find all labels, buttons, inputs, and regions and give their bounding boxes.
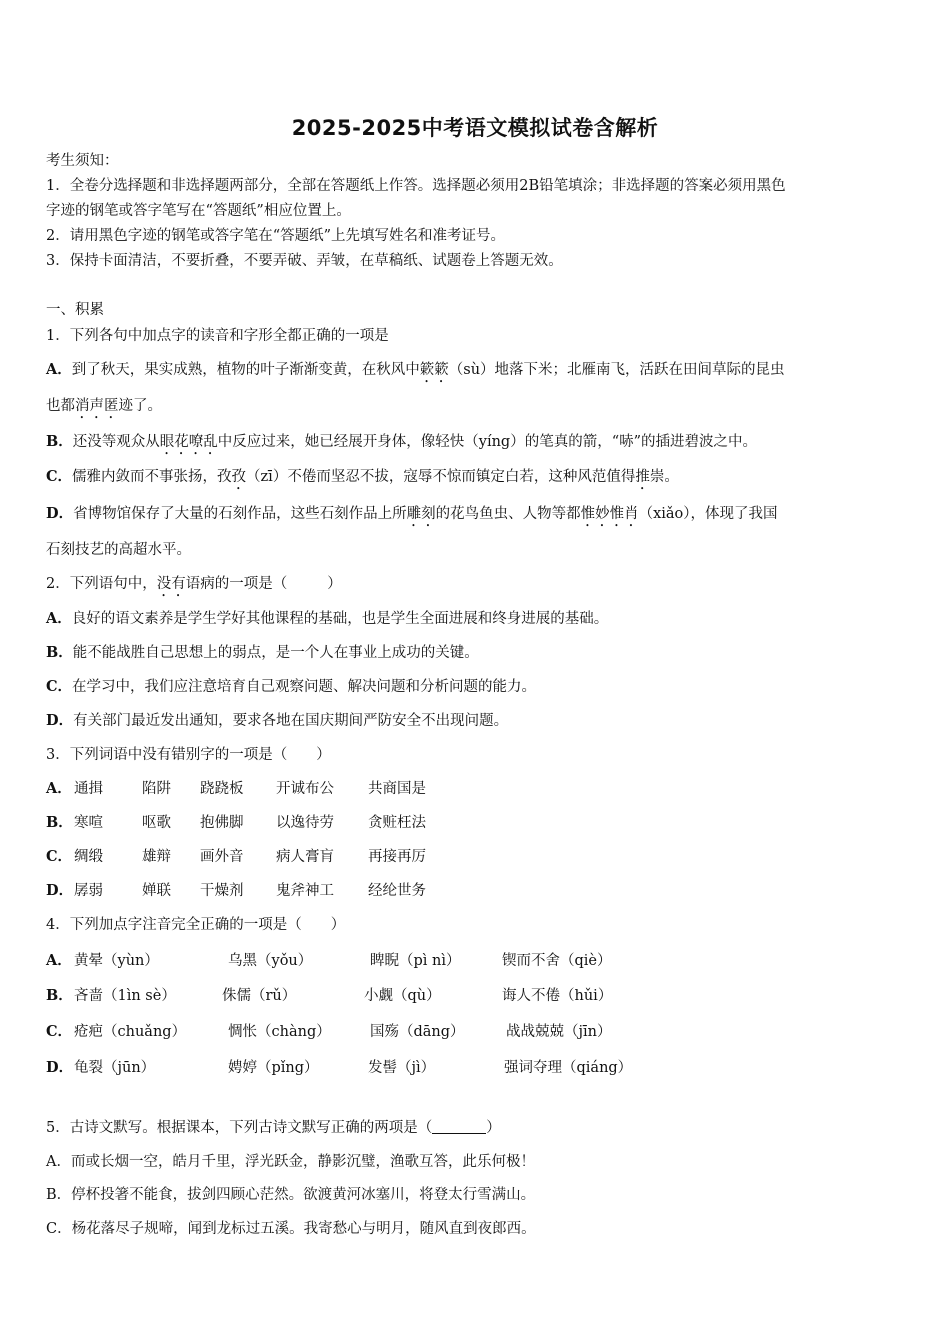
option-label: A．: [46, 780, 72, 797]
question-1-option-a-cont: [46, 396, 906, 422]
question-2-stem: [46, 574, 906, 600]
option-text: 良好的语文素养是学生学好其他课程的基础，也是学生全面进展和终身进展的基础。: [71, 611, 609, 627]
question-5-option: C．杨花落尽子规啼，闻到龙标过五溪。我寄愁心与明月，随风直到夜郎西。: [46, 1221, 536, 1237]
dotted-text: 孜: [231, 469, 247, 485]
dotted-text: 眼花嘹乱: [159, 434, 218, 450]
word: 以逸待劳: [276, 815, 334, 831]
page-title: 2025-2025中考语文模拟试卷含解析: [291, 116, 659, 140]
pinyin-item: 黄晕（yùn）: [74, 953, 159, 969]
option-text: 的花鸟鱼虫、人物等都: [435, 506, 581, 522]
word: 鬼斧神工: [276, 883, 334, 899]
word: 病人膏肓: [276, 849, 334, 865]
notice-item: 1．全卷分选择题和非选择题两部分，全部在答题纸上作答。选择题必须用2B铅笔填涂；非选择题的答案必须用黑色: [46, 178, 786, 194]
notice-item: 字迹的钢笔或答字笔写在“答题纸”相应位置上。: [46, 203, 351, 219]
option-text: 省博物馆保存了大量的石刻作品，这些石刻作品上所: [73, 506, 407, 522]
pinyin-item: 战战兢兢（jīn）: [506, 1024, 612, 1040]
word: 贪赃枉法: [368, 815, 426, 831]
option-label: D．: [46, 505, 74, 522]
option-label: A．: [46, 610, 72, 627]
option-label: D．: [46, 882, 74, 899]
option-label: D．: [46, 1059, 74, 1076]
dotted-text: 消声匿: [75, 398, 119, 414]
option-label: C．: [46, 678, 73, 695]
option-text: 有关部门最近发出通知，要求各地在国庆期间严防安全不出现问题。: [73, 713, 509, 729]
option-label: A．: [46, 952, 72, 969]
stem-text: ）: [327, 576, 342, 592]
option-label: B．: [46, 987, 73, 1004]
stem-text: 5．古诗文默写。根据课本，下列古诗文默写正确的两项是（: [46, 1120, 433, 1136]
dotted-text: 推: [635, 469, 650, 485]
option-text: （xiǎo），体现了我国: [638, 506, 778, 522]
word: 再接再厉: [368, 849, 426, 865]
question-1-option-a: [46, 360, 906, 386]
word: 开诚布公: [276, 781, 334, 797]
pinyin-item: 诲人不倦（hǔi）: [502, 988, 613, 1004]
question-1-option-d-cont: 石刻技艺的高超水平。: [46, 542, 191, 558]
question-5-option: A．而或长烟一空，皓月千里，浮光跃金，静影沉璧，渔歌互答，此乐何极！: [46, 1154, 535, 1170]
pinyin-item: 国殇（dāng）: [370, 1024, 465, 1040]
pinyin-item: 强词夺理（qiáng）: [504, 1060, 633, 1076]
stem-text: 语病的一项是（: [185, 576, 288, 592]
dotted-text: 惟妙惟肖: [580, 506, 639, 522]
dotted-text: 簌簌: [419, 362, 449, 378]
option-text: 中反应过来，她已经展开身体，像轻快（yíng）的笔真的箭，“哧”的插进碧波之中。: [217, 434, 758, 450]
word: 经纶世务: [368, 883, 426, 899]
option-text: 迹了。: [118, 398, 162, 414]
stem-text: ）: [486, 1120, 501, 1136]
word: 陷阱: [142, 781, 171, 797]
word: 干燥剂: [200, 883, 244, 899]
question-1-option-c: [46, 467, 906, 493]
option-text: 崇。: [649, 469, 679, 485]
pinyin-item: 侏儒（rǔ）: [222, 988, 297, 1004]
word: 婵联: [142, 883, 171, 899]
option-label: D．: [46, 712, 74, 729]
option-text: 也都: [46, 398, 75, 414]
word: 通揖: [74, 781, 103, 797]
option-text: 能不能战胜自己思想上的弱点，是一个人在事业上成功的关键。: [72, 645, 479, 661]
word: 雄辩: [142, 849, 171, 865]
option-text: 还没等观众从: [72, 434, 160, 450]
answer-blank: [432, 1119, 486, 1134]
option-label: C．: [46, 848, 73, 865]
question-4-stem: 4．下列加点字注音完全正确的一项是（ ）: [46, 917, 346, 933]
word: 抱佛脚: [200, 815, 244, 831]
pinyin-item: 小觑（qù）: [364, 988, 441, 1004]
question-3-stem: 3．下列词语中没有错别字的一项是（ ）: [46, 747, 331, 763]
option-text: 到了秋天，果实成熟，植物的叶子渐渐变黄，在秋风中: [71, 362, 420, 378]
option-text: 在学习中，我们应注意培育自己观察问题、解决问题和分析问题的能力。: [72, 679, 537, 695]
option-text: 儒雅内敛而不事张扬，孜: [72, 469, 232, 485]
pinyin-item: 娉婷（pǐng）: [228, 1060, 319, 1076]
question-2-option: [46, 643, 906, 663]
option-label: A．: [46, 361, 72, 378]
question-2-option: [46, 609, 906, 629]
question-2-option: [46, 711, 906, 731]
word: 绸缎: [74, 849, 103, 865]
pinyin-item: 发髻（jì）: [368, 1060, 436, 1076]
notice-item: 3．保持卡面清洁，不要折叠，不要弄破、弄皱，在草稿纸、试题卷上答题无效。: [46, 253, 563, 269]
question-5-stem: [46, 1118, 906, 1138]
option-label: B．: [46, 814, 73, 831]
question-5-option: B．停杯投箸不能食，拔剑四顾心茫然。欲渡黄河冰塞川，将登太行雪满山。: [46, 1187, 536, 1203]
section-heading: 一、积累: [46, 302, 104, 318]
question-2-option: [46, 677, 906, 697]
pinyin-item: 惆怅（chàng）: [228, 1024, 331, 1040]
question-1-option-b: [46, 432, 906, 458]
word: 跷跷板: [200, 781, 244, 797]
option-text: （sù）地落下米；北雁南飞，活跃在田间草际的昆虫: [448, 362, 785, 378]
dotted-text: 没有: [156, 576, 186, 592]
pinyin-item: 睥睨（pì nì）: [370, 953, 461, 969]
option-text: （zī）不倦而坚忍不拔，寇辱不惊而镇定白若，这种风范值得: [246, 469, 636, 485]
pinyin-item: 疮疤（chuǎng）: [74, 1024, 187, 1040]
word: 画外音: [200, 849, 244, 865]
notice-item: 2．请用黑色字迹的钢笔或答字笔在“答题纸”上先填写姓名和准考证号。: [46, 228, 506, 244]
word: 寒喧: [74, 815, 103, 831]
notice-heading: 考生须知：: [46, 153, 119, 169]
pinyin-item: 乌黑（yǒu）: [228, 953, 313, 969]
word: 共商国是: [368, 781, 426, 797]
question-1-stem: 1．下列各句中加点字的读音和字形全都正确的一项是: [46, 328, 389, 344]
dotted-text: 雕刻: [406, 506, 436, 522]
word: 孱弱: [74, 883, 103, 899]
pinyin-item: 吝啬（1ìn sè）: [74, 988, 176, 1004]
option-label: C．: [46, 468, 73, 485]
question-1-option-d: [46, 504, 906, 530]
option-label: B．: [46, 433, 73, 450]
pinyin-item: 龟裂（jūn）: [74, 1060, 156, 1076]
option-label: B．: [46, 644, 73, 661]
pinyin-item: 锲而不舍（qiè）: [502, 953, 612, 969]
option-label: C．: [46, 1023, 73, 1040]
stem-text: 2．下列语句中，: [46, 576, 157, 592]
word: 呕歌: [142, 815, 171, 831]
